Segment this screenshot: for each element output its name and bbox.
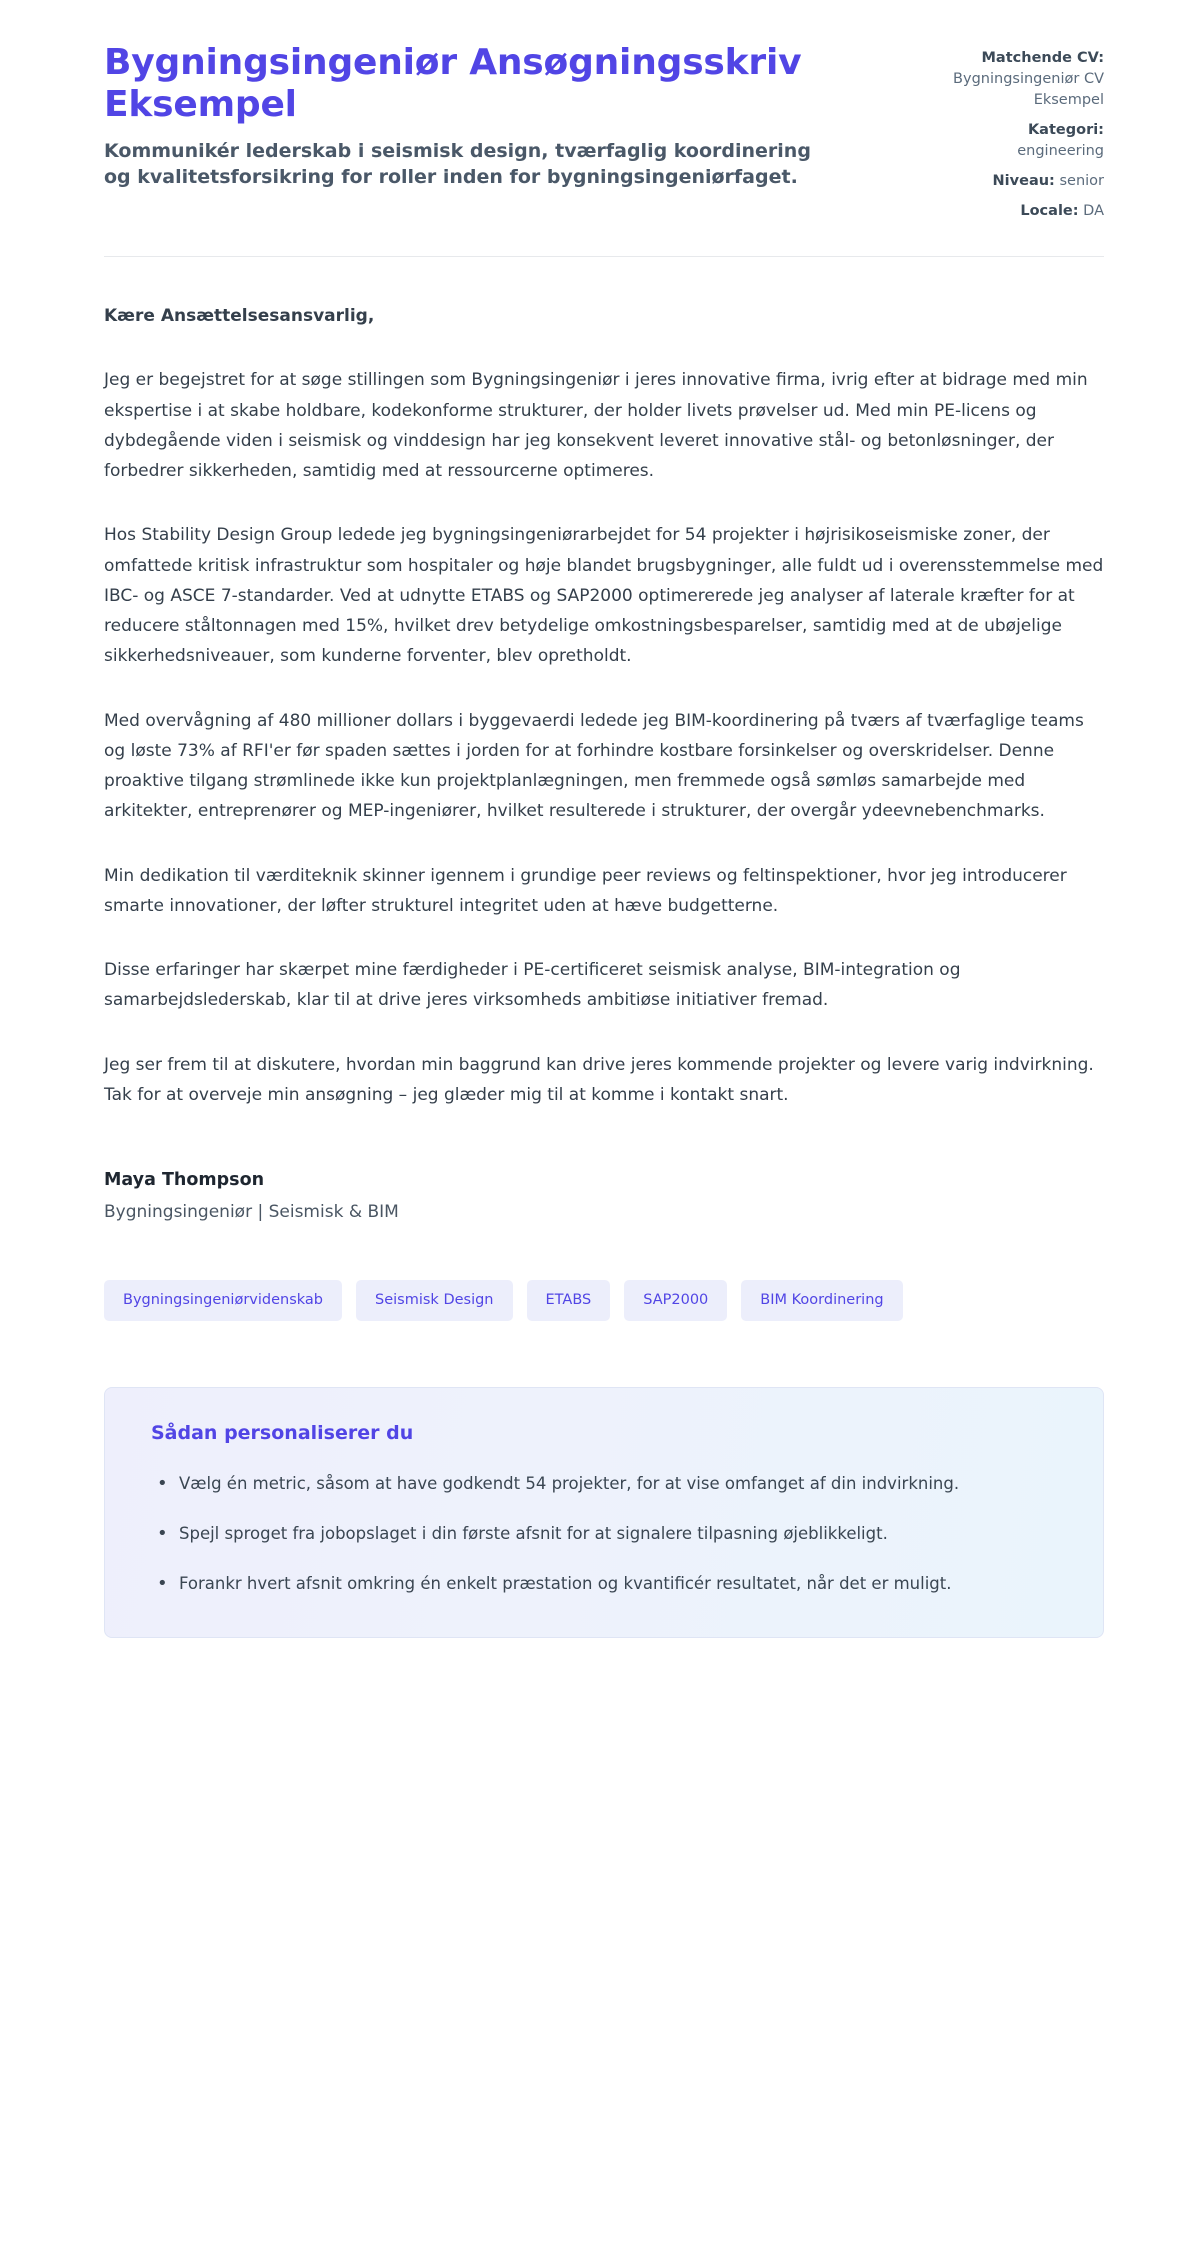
- document-header: [104, 42, 1104, 256]
- signature-block: [104, 1170, 1104, 1222]
- skill-tag[interactable]: Bygningsingeniørvidenskab: [104, 1280, 342, 1321]
- meta-matching-cv-label: Matchende CV:: [981, 50, 1104, 66]
- signature-name: Maya Thompson: [104, 1170, 265, 1191]
- letter-paragraph: Jeg er begejstret for at søge stillingen som Bygningsingeniør i jeres innovative firma, ivrig efter at bidrage med min ekspertise i at skabe holdbare, kodekonforme strukturer, der holder livets prøvelser ud. Med min PE-licens og dybdegående viden i seismisk og vinddesign har jeg konsekvent leveret innovative stål- og betonløsninger, der forbedrer sikkerheden, samtidig med at ressourcerne optimeres.: [104, 370, 1088, 482]
- tips-list-item: • Vælg én metric, såsom at have godkendt 54 projekter, for at vise omfanget af din indvirkning.: [147, 1470, 1047, 1498]
- letter-paragraph: Med overvågning af 480 millioner dollars i byggevaerdi ledede jeg BIM-koordinering på tværs af tværfaglige teams og løste 73% af RFI'er før spaden sættes i jorden for at forhindre kostbare forsinkelser og overskridelser. Denne proaktive tilgang strømlinede ikke kun projektplanlægningen, men fremmede også sømløs samarbejde med arkitekter, entreprenører og MEP-ingeniører, hvilket resulterede i strukturer, der overgår ydeevnebenchmarks.: [104, 710, 1084, 822]
- meta-locale: [914, 201, 1104, 222]
- letter-paragraph: Hos Stability Design Group ledede jeg bygningsingeniørarbejdet for 54 projekter i højrisikoseismiske zoner, der omfattede kritisk infrastruktur som hospitaler og høje blandet brugsbygninger, alle fuldt ud i overensstemmelse med IBC- og ASCE 7-standarder. Ved at udnytte ETABS og SAP2000 optimererede jeg analyser af laterale kræfter for at reducere ståltonnagen med 15%, hvilket drev betydelige omkostningsbesparelser, samtidig med at de ubøjelige sikkerhedsniveauer, som kunderne forventer, blev opretholdt.: [104, 525, 1104, 667]
- skill-tag-list: [104, 1280, 1104, 1321]
- meta-level: [914, 171, 1104, 192]
- tips-list-item: • Spejl sproget fra jobopslaget i din første afsnit for at signalere tilpasning øjeblikkeligt.: [147, 1520, 1047, 1548]
- skill-tag[interactable]: ETABS: [527, 1280, 611, 1321]
- document-metadata: [914, 42, 1104, 222]
- tips-list-item: • Forankr hvert afsnit omkring én enkelt præstation og kvantificér resultatet, når det er muligt.: [147, 1570, 1047, 1598]
- meta-matching-cv-value: Bygningsingeniør CV Eksempel: [953, 71, 1104, 109]
- letter-salutation: Kære Ansættelsesansvarlig,: [104, 306, 375, 327]
- meta-locale-value: DA: [1083, 203, 1104, 220]
- meta-category-value: engineering: [1017, 143, 1104, 160]
- letter-paragraph: Min dedikation til værditeknik skinner igennem i grundige peer reviews og feltinspektioner, hvor jeg introducerer smarte innovationer, der løfter strukturel integritet uden at hæve budgetterne.: [104, 865, 1067, 916]
- letter-paragraph: Disse erfaringer har skærpet mine færdigheder i PE-certificeret seismisk analyse, BIM-integration og samarbejdslederskab, klar til at drive jeres virksomheds ambitiøse initiativer fremad.: [104, 960, 961, 1011]
- meta-category-label: Kategori:: [1027, 122, 1104, 139]
- tips-title: Sådan personaliserer du: [151, 1421, 414, 1444]
- meta-category: [914, 120, 1104, 162]
- meta-level-label: Niveau:: [992, 173, 1055, 190]
- skill-tag[interactable]: BIM Koordinering: [741, 1280, 902, 1321]
- header-divider: [104, 256, 1104, 257]
- skill-tag[interactable]: SAP2000: [624, 1280, 727, 1321]
- meta-level-value: senior: [1059, 173, 1104, 190]
- skill-tag[interactable]: Seismisk Design: [356, 1280, 513, 1321]
- page-title: Bygningsingeniør Ansøgningsskriv Eksempel: [104, 42, 802, 125]
- meta-locale-label: Locale:: [1020, 203, 1079, 220]
- tips-list: [147, 1470, 1061, 1599]
- page-subtitle: Kommunikér lederskab i seismisk design, tværfaglig koordinering og kvalitetsforsikring for roller inden for bygningsingeniørfaget.: [104, 139, 811, 188]
- signature-role: Bygningsingeniør | Seismisk & BIM: [104, 1202, 399, 1223]
- meta-matching-cv: [914, 48, 1104, 111]
- cover-letter-body: [104, 301, 1104, 1638]
- letter-paragraph: Jeg ser frem til at diskutere, hvordan min baggrund kan drive jeres kommende projekter og levere varig indvirkning. Tak for at overveje min ansøgning – jeg glæder mig til at komme i kontakt snart.: [104, 1054, 1094, 1105]
- personalization-tips-box: [104, 1387, 1104, 1638]
- header-title-group: [104, 42, 874, 190]
